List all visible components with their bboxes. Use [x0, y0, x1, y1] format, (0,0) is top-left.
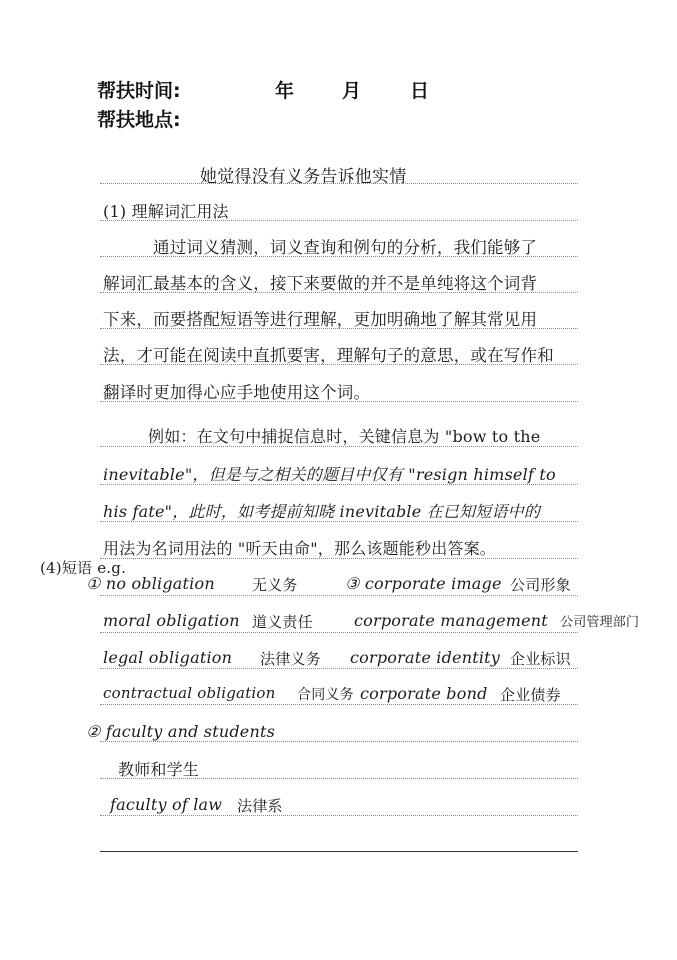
ruled-line	[100, 632, 578, 633]
phrase-right: ③ corporate image	[345, 574, 502, 593]
ruled-line	[100, 741, 578, 742]
phrase-left-cn: 法律义务	[260, 650, 321, 668]
faculty-item-cn: 教师和学生	[118, 760, 200, 779]
paragraph-line: 解词汇最基本的含义，接下来要做的并不是单纯将这个词背	[103, 274, 538, 293]
phrase-right: corporate bond	[360, 684, 488, 703]
phrase-left-cn: 道义责任	[252, 613, 313, 631]
ruled-line	[100, 815, 578, 816]
day-label: 日	[410, 80, 430, 102]
paragraph-line: inevitable"，但是与之相关的题目中仅有 "resign himself to	[103, 465, 556, 484]
phrase-left-cn: 合同义务	[297, 687, 354, 703]
phrase-right-cn: 公司形象	[510, 576, 571, 594]
faculty-law: faculty of law	[110, 795, 223, 814]
paragraph-line: 用法为名词用法的 "听天由命"，那么该题能秒出答案。	[103, 539, 497, 558]
ruled-line	[100, 851, 578, 852]
faculty-item: ② faculty and students	[86, 722, 276, 741]
margin-note: (4)短语 e.g.	[40, 559, 127, 577]
ruled-line	[100, 668, 578, 669]
phrase-right: corporate identity	[350, 648, 501, 667]
paragraph-line: 翻译时更加得心应手地使用这个词。	[103, 383, 371, 402]
phrase-right: corporate management	[354, 611, 548, 630]
paragraph-line: 通过词义猜测，词义查询和例句的分析，我们能够了	[153, 238, 538, 257]
help-time-label: 帮扶时间:	[97, 80, 181, 102]
phrase-left: contractual obligation	[103, 684, 276, 702]
help-place-label: 帮扶地点:	[97, 109, 181, 131]
paragraph-line: his fate"，此时，如考提前知晓 inevitable 在已知短语中的	[103, 502, 541, 521]
month-label: 月	[342, 80, 362, 102]
phrase-right-cn: 企业债券	[500, 686, 561, 704]
paragraph-line: 法，才可能在阅读中直抓要害，理解句子的意思，或在写作和	[103, 346, 554, 365]
year-label: 年	[275, 80, 295, 102]
paragraph-line: 例如：在文句中捕捉信息时，关键信息为 "bow to the	[148, 427, 541, 446]
phrase-left-cn: 无义务	[252, 576, 298, 594]
phrase-right-cn: 企业标识	[510, 650, 571, 668]
note-title: 她觉得没有义务告诉他实情	[200, 167, 407, 187]
faculty-law-cn: 法律系	[237, 797, 283, 815]
section-heading: (1) 理解词汇用法	[103, 202, 229, 221]
phrase-left: moral obligation	[103, 611, 240, 630]
ruled-line	[100, 595, 578, 596]
paragraph-line: 下来，而要搭配短语等进行理解，更加明确地了解其常见用	[103, 310, 538, 329]
phrase-left: legal obligation	[103, 648, 233, 667]
phrase-right-cn: 公司管理部门	[560, 615, 640, 630]
phrase-left: ① no obligation	[86, 574, 215, 593]
